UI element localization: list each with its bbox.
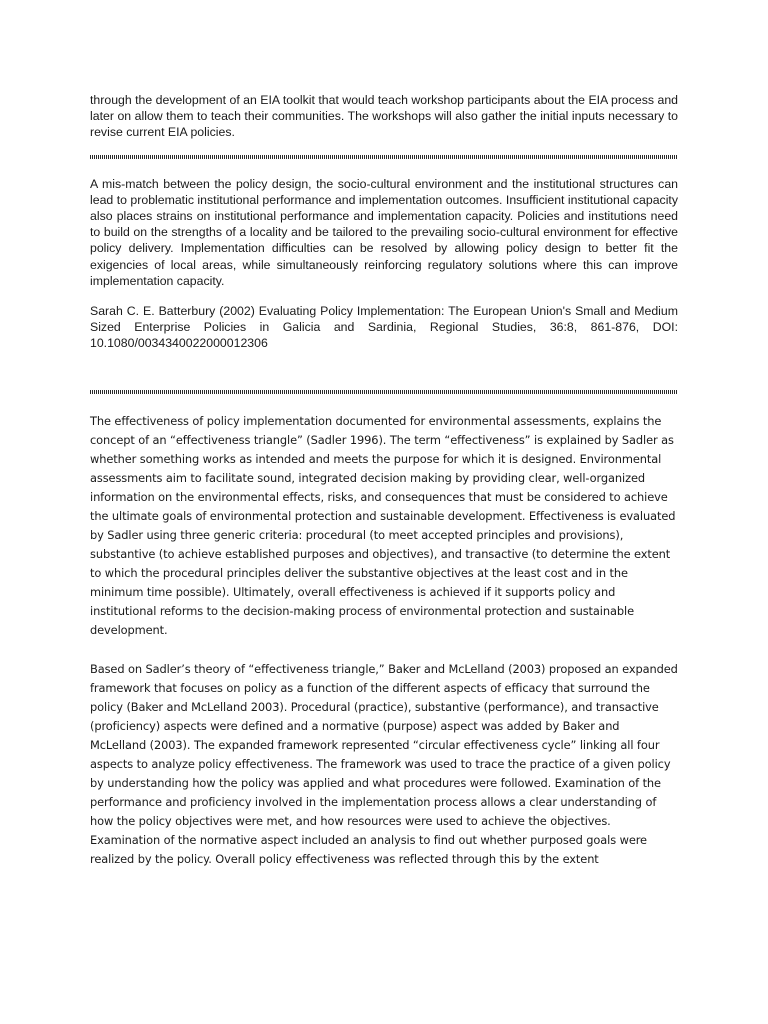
section-divider — [90, 390, 678, 394]
section-divider — [90, 155, 678, 159]
effectiveness-paragraph: The effectiveness of policy implementation documented for environmental assessments, explains the concept of an “effectiveness triangle” (Sadler 1996). The term “effectiveness” is explained by Sadler as whether something works as intended and meets the purpose for which it is designed. Environmental assessments aim to facilitate sound, integrated decision making by providing clear, well-organized information on the environmental effects, risks, and consequences that must be considered to achieve the ultimate goals of environmental protection and sustainable development. Effectiveness is evaluated by Sadler using three generic criteria: procedural (to meet accepted principles and provisions), substantive (to achieve established purposes and objectives), and transactive (to determine the extent to which the procedural principles deliver the substantive objectives at the least cost and in the minimum time possible). Ultimately, overall effectiveness is achieved if it supports policy and institutional reforms to the decision-making process of environmental protection and sustainable development. — [90, 413, 676, 637]
sadler-framework-paragraph: Based on Sadler’s theory of “effectiveness triangle,” Baker and McLelland (2003) proposed an expanded framework that focuses on policy as a function of the different aspects of efficacy that surround the policy (Baker and McLelland 2003). Procedural (practice), substantive (performance), and transactive (proficiency) aspects were defined and a normative (purpose) aspect was added by Baker and McLelland (2003). The expanded framework represented “circular effectiveness cycle” linking all four aspects to analyze policy effectiveness. The framework was used to trace the practice of a given policy by understanding how the policy was applied and what procedures were followed. Examination of the performance and proficiency involved in the implementation process allows a clear understanding of how the policy objectives were met, and how resources were used to achieve the objectives. Examination of the normative aspect included an analysis to find out whether purposed goals were realized by the policy. Overall policy effectiveness was reflected through this by the extent — [90, 661, 678, 866]
citation-paragraph: Sarah C. E. Batterbury (2002) Evaluating Policy Implementation: The European Union's Small and Medium Sized Enterprise Policies in Galicia and Sardinia, Regional Studies, 36:8, 861-876, DOI: 10.1080/0034340022000012306 — [90, 304, 678, 351]
mismatch-paragraph: A mis-match between the policy design, the socio-cultural environment and the institutional structures can lead to problematic institutional performance and implementation outcomes. Insufficient institutional capacity also places strains on institutional performance and implementation capacity. Policies and institutions need to build on the strengths of a locality and be tailored to the prevailing socio-cultural environment for effective policy delivery. Implementation difficulties can be resolved by allowing policy design to better fit the exigencies of local areas, while simultaneously reinforcing regulatory solutions where this can improve implementation capacity. — [90, 176, 678, 288]
document-page — [90, 92, 678, 869]
intro-paragraph: through the development of an EIA toolkit that would teach workshop participants about the EIA process and later on allow them to teach their communities. The workshops will also gather the initial inputs necessary to revise current EIA policies. — [90, 93, 678, 140]
